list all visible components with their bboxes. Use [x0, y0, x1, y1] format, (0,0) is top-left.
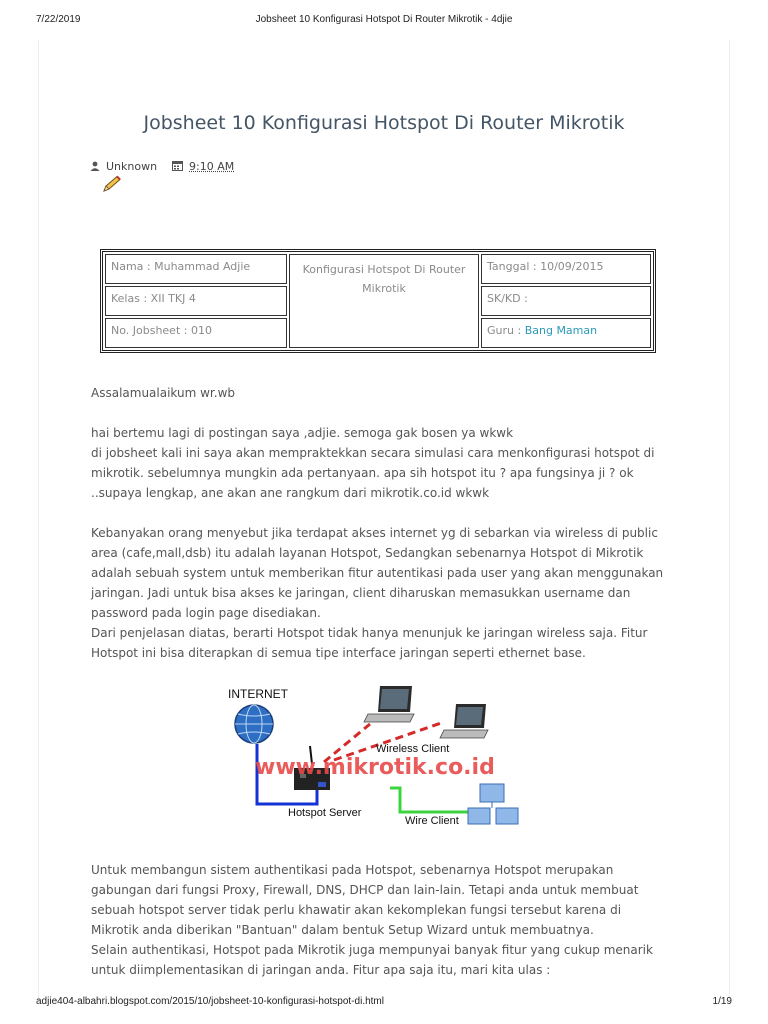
print-title: Jobsheet 10 Konfigurasi Hotspot Di Router Mikrotik - 4djie — [255, 14, 513, 25]
info-kelas: Kelas : XII TKJ 4 — [105, 286, 287, 316]
intro-paragraph — [91, 423, 671, 503]
function-text: Untuk membangun sistem authentikasi pada Hotspot, sebenarnya Hotspot merupakan gabungan dari fungsi Proxy, Firewall, DNS, DHCP dan lain-lain. Tetapi anda untuk membuat sebuah hotspot server tidak perlu khawatir akan kekomplekan fungsi tersebut karena di Mikrotik anda diberikan "Bantuan" dalam bentuk Setup Wizard untuk membuatnya. — [91, 863, 639, 937]
post-time[interactable] — [172, 160, 234, 173]
print-page-number: 1/19 — [712, 996, 732, 1007]
user-icon — [90, 161, 100, 171]
info-jobsheet: No. Jobsheet : 010 — [105, 318, 287, 348]
print-header — [36, 14, 732, 28]
info-topic: Konfigurasi Hotspot Di Router Mikrotik — [289, 254, 479, 348]
print-footer — [36, 996, 732, 1010]
diagram-internet-label: INTERNET — [228, 687, 288, 701]
definition-text-2: Dari penjelasan diatas, berarti Hotspot tidak hanya menunjuk ke jaringan wireless saja. Fitur Hotspot ini bisa diterapkan di semua tipe interface jaringan seperti ethernet base. — [91, 626, 648, 660]
post-author[interactable] — [90, 160, 157, 173]
diagram-wire-client-label: Wire Client — [405, 815, 459, 827]
post-title: Jobsheet 10 Konfigurasi Hotspot Di Router Mikrotik — [143, 112, 625, 134]
intro-line-1: hai bertemu lagi di postingan saya ,adjie. semoga gak bosen ya wkwk — [91, 426, 514, 440]
greeting-text: Assalamualaikum wr.wb — [91, 386, 236, 400]
edit-pencil-icon[interactable] — [102, 175, 122, 193]
hotspot-definition-paragraph — [91, 523, 671, 663]
info-guru — [481, 318, 651, 348]
wired-clients-icon — [468, 784, 518, 824]
print-url: adjie404-albahri.blogspot.com/2015/10/jobsheet-10-konfigurasi-hotspot-di.html — [36, 996, 384, 1007]
diagram-wireless-label: Wireless Client — [376, 743, 450, 755]
hotspot-function-paragraph — [91, 860, 671, 980]
laptop-icon-1 — [364, 686, 414, 722]
post-card — [38, 40, 730, 1000]
internet-globe-icon — [235, 705, 273, 743]
greeting-paragraph — [91, 383, 671, 403]
info-skkd: SK/KD : — [481, 286, 651, 316]
intro-line-2: di jobsheet kali ini saya akan mempraktekkan secara simulasi cara menkonfigurasi hotspot di mikrotik. sebelumnya mungkin ada pertanyaan. apa sih hotspot itu ? apa fungsinya ji ? ok ..supaya lengkap, ane akan ane rangkum dari mikrotik.co.id wkwk — [91, 446, 655, 500]
laptop-icon-2 — [440, 704, 488, 738]
function-text-2: Selain authentikasi, Hotspot pada Mikrotik juga mempunyai banyak fitur yang cukup menarik untuk diimplementasikan di jaringan anda. Fitur apa saja itu, mari kita ulas : — [91, 943, 653, 977]
jobsheet-info-table — [100, 249, 656, 353]
guru-link[interactable]: Bang Maman — [524, 324, 598, 337]
hotspot-network-diagram — [222, 682, 528, 842]
info-nama: Nama : Muhammad Adjie — [105, 254, 287, 284]
post-time-value: 9:10 AM — [189, 160, 235, 173]
info-tanggal: Tanggal : 10/09/2015 — [481, 254, 651, 284]
definition-text: Kebanyakan orang menyebut jika terdapat akses internet yg di sebarkan via wireless di public area (cafe,mall,dsb) itu adalah layanan Hotspot, Sedangkan sebenarnya Hotspot di Mikrotik adalah sebuah system untuk memberikan fitur autentikasi pada user yang akan menggunakan jaringan. Jadi untuk bisa akses ke jaringan, client diharuskan memasukkan username dan password pada login page disediakan. — [91, 526, 664, 620]
info-guru-label: Guru : — [487, 324, 525, 337]
diagram-watermark: www.mikrotik.co.id — [255, 755, 495, 780]
diagram-hotspot-server-label: Hotspot Server — [288, 807, 362, 819]
print-date: 7/22/2019 — [36, 14, 81, 25]
post-author-name: Unknown — [106, 160, 158, 173]
calendar-icon — [172, 160, 183, 171]
